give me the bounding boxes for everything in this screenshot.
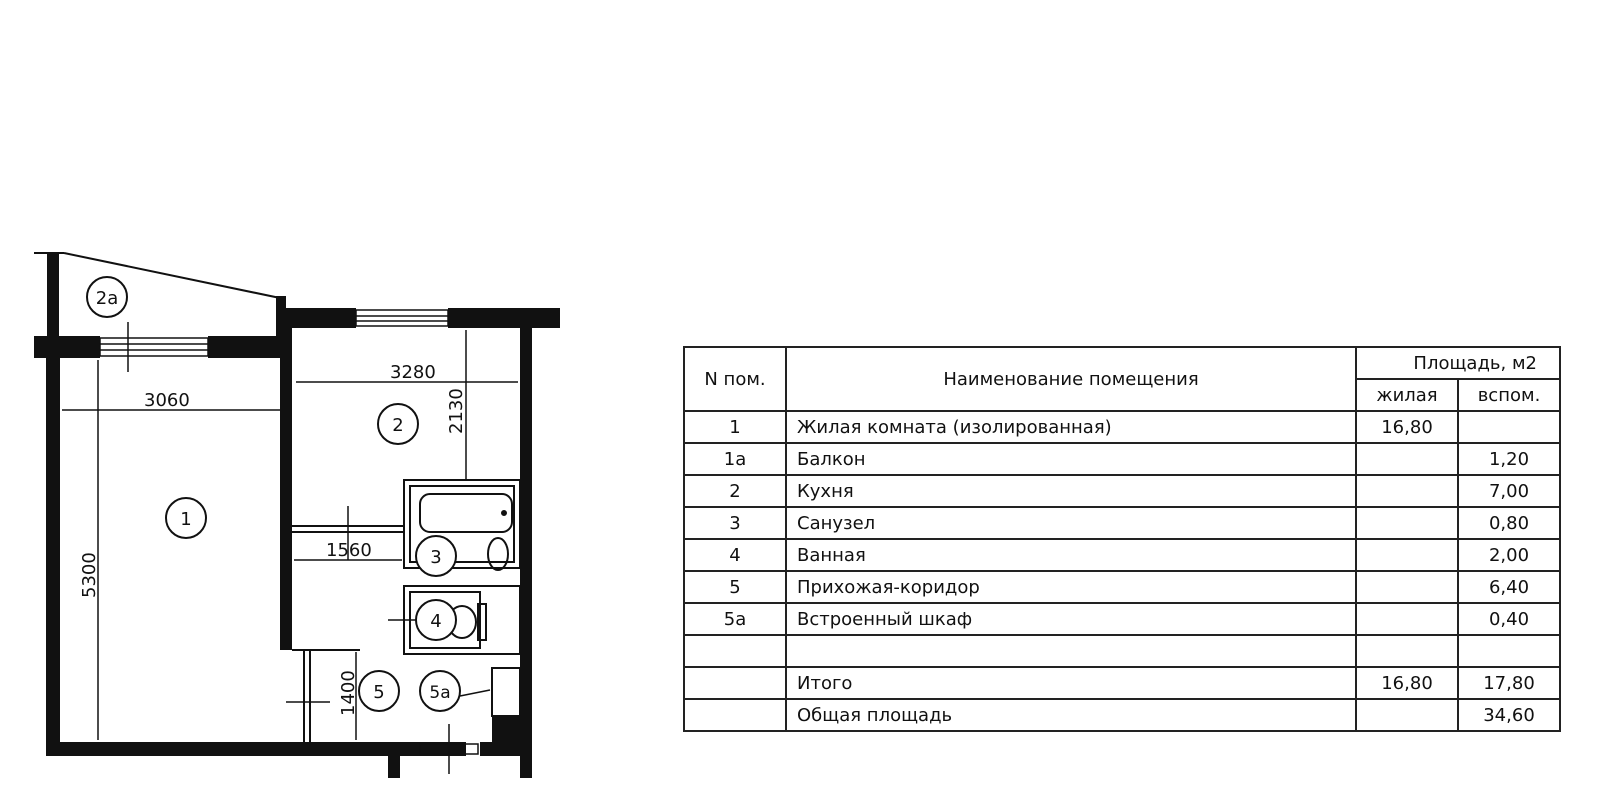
- floor-plan: [0, 0, 560, 801]
- exterior-walls: [34, 308, 560, 778]
- row-living: [1356, 507, 1458, 539]
- header-living: жилая: [1356, 379, 1458, 411]
- room-label-5a-text: 5a: [429, 683, 451, 703]
- row-number: 1: [684, 411, 786, 443]
- table-row: [684, 443, 1560, 475]
- table-row: [684, 507, 1560, 539]
- room-label-5: [359, 671, 399, 711]
- table-row: [684, 475, 1560, 507]
- room-label-5a: [420, 671, 460, 711]
- row-name: Кухня: [786, 475, 1356, 507]
- room-label-2a-text: 2a: [95, 288, 119, 309]
- window-kitchen: [356, 310, 448, 326]
- table-row: [684, 411, 1560, 443]
- row-number: 3: [684, 507, 786, 539]
- table-row-total: [684, 667, 1560, 699]
- room-label-2-text: 2: [392, 415, 404, 436]
- table-row-total-area: [684, 699, 1560, 731]
- balcony: [34, 253, 280, 298]
- table-row-empty: [684, 635, 1560, 667]
- header-name: Наименование помещения: [786, 347, 1356, 411]
- dimension-5300: 5300: [79, 552, 100, 598]
- row-auxiliary: 0,40: [1458, 603, 1560, 635]
- row-name: Итого: [786, 667, 1356, 699]
- header-area: Площадь, м2: [1356, 347, 1560, 379]
- room-label-5-text: 5: [373, 682, 385, 703]
- row-auxiliary: 1,20: [1458, 443, 1560, 475]
- bathtub: [420, 494, 512, 532]
- table-header-row: [684, 347, 1560, 379]
- dimension-3060: 3060: [144, 390, 190, 411]
- row-auxiliary: 34,60: [1458, 699, 1560, 731]
- dimension-3280: 3280: [390, 362, 436, 383]
- row-auxiliary: [1458, 411, 1560, 443]
- room-label-2: [378, 404, 418, 444]
- row-auxiliary: 0,80: [1458, 507, 1560, 539]
- row-living: [1356, 443, 1458, 475]
- row-number: [684, 699, 786, 731]
- dimension-1560: 1560: [326, 540, 372, 561]
- row-living: 16,80: [1356, 411, 1458, 443]
- window-room-1: [100, 322, 208, 372]
- row-auxiliary: 7,00: [1458, 475, 1560, 507]
- room-label-2a: [87, 277, 127, 317]
- room-label-1-text: 1: [180, 509, 192, 530]
- row-name: Санузел: [786, 507, 1356, 539]
- room-label-1: [166, 498, 206, 538]
- header-auxiliary: вспом.: [1458, 379, 1560, 411]
- row-number: 4: [684, 539, 786, 571]
- row-number: 1a: [684, 443, 786, 475]
- row-living: [1356, 699, 1458, 731]
- room-label-4: [416, 600, 456, 640]
- room-label-3-text: 3: [430, 547, 442, 568]
- row-auxiliary: 6,40: [1458, 571, 1560, 603]
- table-row: [684, 571, 1560, 603]
- row-number: 5a: [684, 603, 786, 635]
- header-number: N пом.: [684, 347, 786, 411]
- row-living: [1356, 475, 1458, 507]
- row-living: [1356, 603, 1458, 635]
- balcony-side-wall: [47, 253, 59, 337]
- dimension-1400: 1400: [338, 670, 359, 716]
- row-auxiliary: 2,00: [1458, 539, 1560, 571]
- row-name: Балкон: [786, 443, 1356, 475]
- row-name: Ванная: [786, 539, 1356, 571]
- row-number: 2: [684, 475, 786, 507]
- room-area-table: [683, 346, 1561, 732]
- row-name: Встроенный шкаф: [786, 603, 1356, 635]
- room-label-3: [416, 536, 456, 576]
- row-auxiliary: [1458, 635, 1560, 667]
- table-row: [684, 603, 1560, 635]
- row-living: 16,80: [1356, 667, 1458, 699]
- row-auxiliary: 17,80: [1458, 667, 1560, 699]
- row-number: 5: [684, 571, 786, 603]
- room-label-4-text: 4: [430, 611, 442, 632]
- table-row: [684, 539, 1560, 571]
- row-name: Жилая комната (изолированная): [786, 411, 1356, 443]
- row-name: [786, 635, 1356, 667]
- row-name: Общая площадь: [786, 699, 1356, 731]
- row-name: Прихожая-коридор: [786, 571, 1356, 603]
- row-number: [684, 667, 786, 699]
- row-number: [684, 635, 786, 667]
- row-living: [1356, 571, 1458, 603]
- dimension-2130: 2130: [446, 388, 467, 434]
- row-living: [1356, 539, 1458, 571]
- sink: [488, 538, 508, 570]
- row-living: [1356, 635, 1458, 667]
